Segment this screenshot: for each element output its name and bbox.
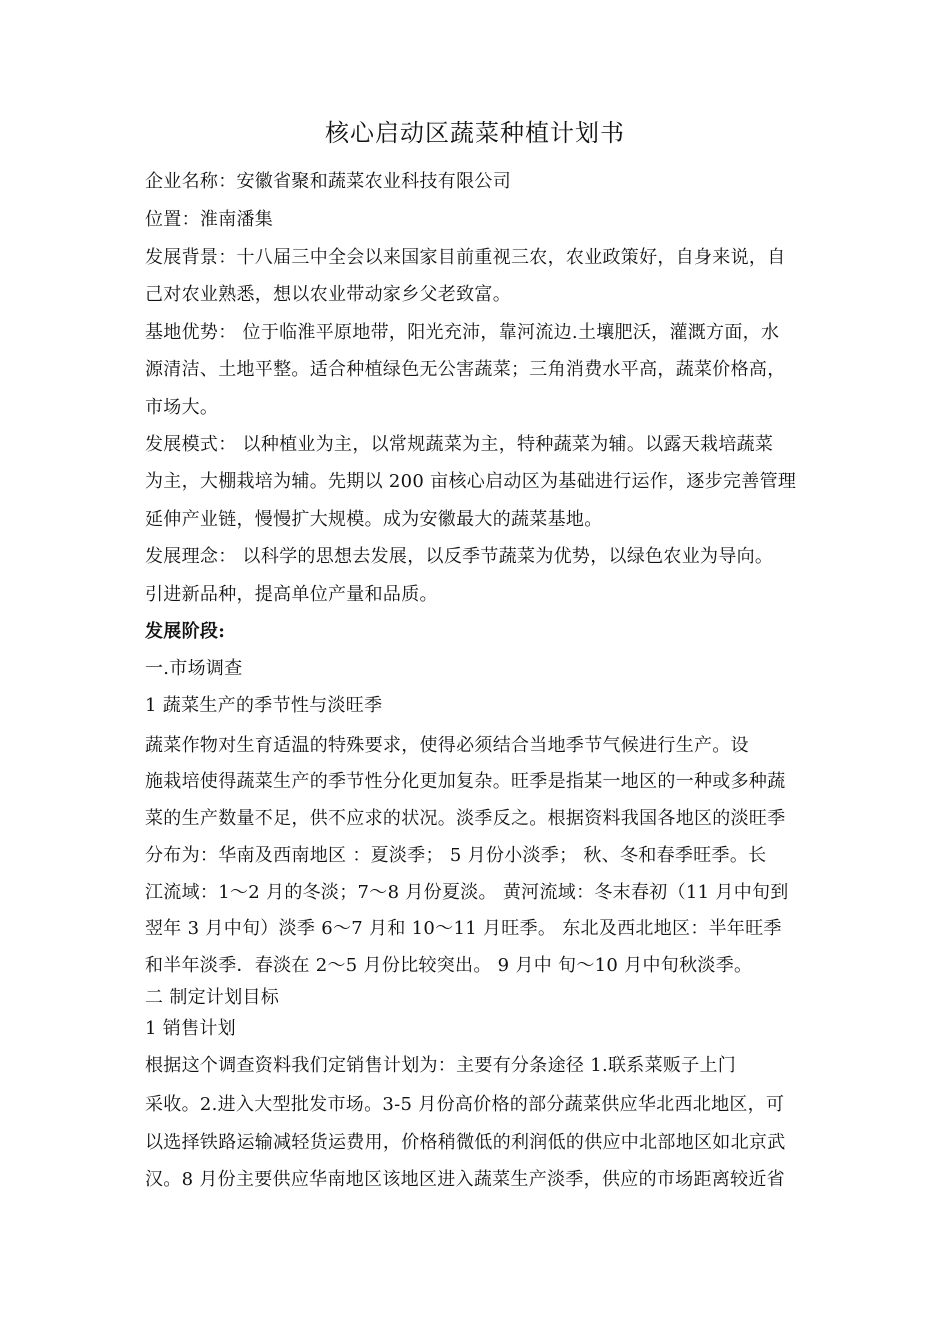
mode-line-1: 发展模式： 以种植业为主，以常规蔬菜为主，特种蔬菜为辅。以露天栽培蔬菜 <box>145 434 774 455</box>
company-name-line: 企业名称：安徽省聚和蔬菜农业科技有限公司 <box>145 171 511 192</box>
seasonality-line-4: 分布为：华南及西南地区 ：夏淡季； 5 月份小淡季； 秋、冬和春季旺季。长 <box>145 845 767 866</box>
seasonality-line-7: 和半年淡季．春淡在 2～5 月份比较突出。 9 月中 旬～10 月中旬秋淡季。 <box>145 955 753 976</box>
sales-line-2: 采收。2.进入大型批发市场。3-5 月份高价格的部分蔬菜供应华北西北地区，可 <box>145 1094 785 1115</box>
advantage-line-3: 市场大。 <box>145 397 219 418</box>
location-line: 位置：淮南潘集 <box>145 209 274 230</box>
advantage-line-2: 源清洁、土地平整。适合种植绿色无公害蔬菜；三角消费水平高，蔬菜价格高， <box>145 359 786 380</box>
advantage-line-1: 基地优势： 位于临淮平原地带，阳光充沛，靠河流边.土壤肥沃，灌溉方面，水 <box>145 322 780 343</box>
seasonality-line-1: 蔬菜作物对生育适温的特殊要求，使得必须结合当地季节气候进行生产。设 <box>145 735 749 756</box>
document-title: 核心启动区蔬菜种植计划书 <box>325 119 625 147</box>
sales-line-3: 以选择铁路运输减轻货运费用，价格稍微低的利润低的供应中北部地区如北京武 <box>145 1132 786 1153</box>
background-line-2: 己对农业熟悉，想以农业带动家乡父老致富。 <box>145 284 511 305</box>
sales-line-1: 根据这个调查资料我们定销售计划为：主要有分条途径 1.联系菜贩子上门 <box>145 1055 737 1076</box>
mode-line-2: 为主，大棚栽培为辅。先期以 200 亩核心启动区为基础进行运作，逐步完善管理 <box>145 471 797 492</box>
mode-line-3: 延伸产业链，慢慢扩大规模。成为安徽最大的蔬菜基地。 <box>145 509 603 530</box>
philosophy-line-2: 引进新品种，提高单位产量和品质。 <box>145 584 438 605</box>
sales-line-4: 汉。8 月份主要供应华南地区该地区进入蔬菜生产淡季，供应的市场距离较近省 <box>145 1169 785 1190</box>
seasonality-line-3: 菜的生产数量不足，供不应求的状况。淡季反之。根据资料我国各地区的淡旺季 <box>145 808 786 829</box>
section-market-survey: 一.市场调查 <box>145 658 243 679</box>
seasonality-line-5: 江流域：1～2 月的冬淡；7～8 月份夏淡。 黄河流域：冬末春初（11 月中旬到 <box>145 882 789 903</box>
stages-heading: 发展阶段: <box>145 621 226 642</box>
seasonality-line-6: 翌年 3 月中旬）淡季 6～7 月和 10～11 月旺季。 东北及西北地区：半年旺季 <box>145 918 782 939</box>
background-line-1: 发展背景：十八届三中全会以来国家目前重视三农，农业政策好，自身来说，自 <box>145 247 786 268</box>
section-plan-goals: 二 制定计划目标 <box>145 987 280 1008</box>
subsection-sales-plan: 1 销售计划 <box>145 1018 236 1039</box>
subsection-seasonality: 1 蔬菜生产的季节性与淡旺季 <box>145 695 383 716</box>
seasonality-line-2: 施栽培使得蔬菜生产的季节性分化更加复杂。旺季是指某一地区的一种或多种蔬 <box>145 771 786 792</box>
philosophy-line-1: 发展理念： 以科学的思想去发展，以反季节蔬菜为优势，以绿色农业为导向。 <box>145 546 774 567</box>
